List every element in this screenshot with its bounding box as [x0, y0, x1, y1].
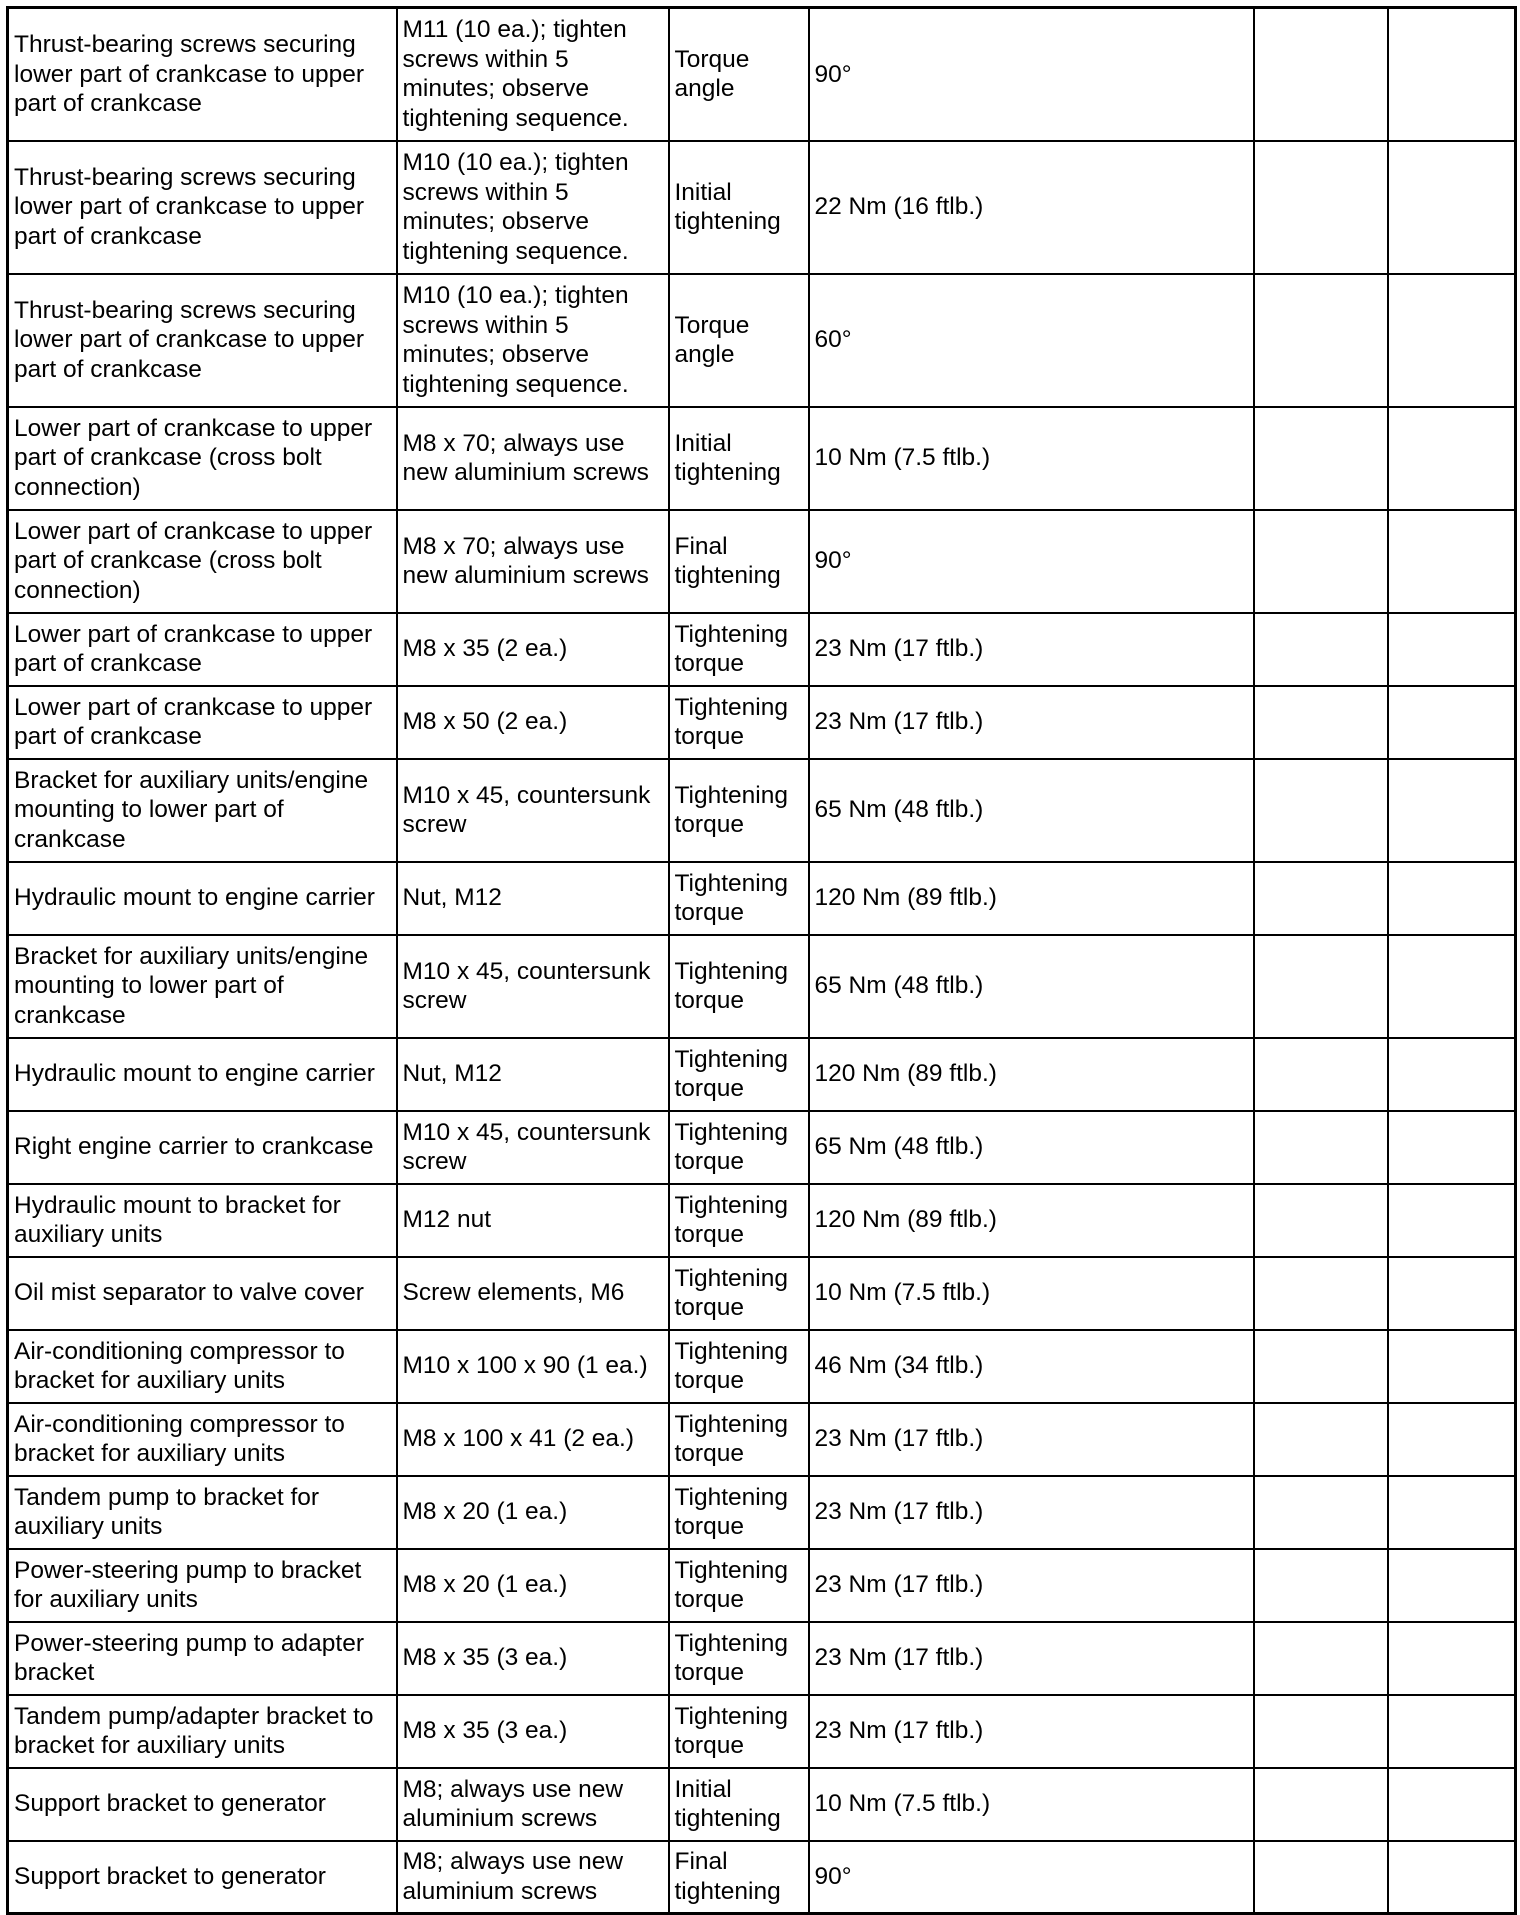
- stage-cell: Torque angle: [669, 274, 809, 407]
- specification-cell: M8; always use new aluminium screws: [397, 1841, 669, 1914]
- table-row: [8, 935, 1516, 1038]
- specification-cell: M10 x 45, countersunk screw: [397, 759, 669, 862]
- table-row: [8, 274, 1516, 407]
- empty-cell-1: [1254, 274, 1388, 407]
- table-row: [8, 862, 1516, 935]
- value-cell: 23 Nm (17 ftlb.): [809, 1403, 1254, 1476]
- stage-cell: Tightening torque: [669, 1330, 809, 1403]
- empty-cell-2: [1388, 686, 1516, 759]
- stage-cell: Tightening torque: [669, 1403, 809, 1476]
- empty-cell-1: [1254, 1257, 1388, 1330]
- empty-cell-2: [1388, 935, 1516, 1038]
- stage-cell: Final tightening: [669, 1841, 809, 1914]
- value-cell: 23 Nm (17 ftlb.): [809, 1549, 1254, 1622]
- value-cell: 23 Nm (17 ftlb.): [809, 1622, 1254, 1695]
- component-cell: Air-conditioning compressor to bracket for auxiliary units: [8, 1403, 397, 1476]
- empty-cell-2: [1388, 1622, 1516, 1695]
- component-cell: Lower part of crankcase to upper part of crankcase (cross bolt connection): [8, 510, 397, 613]
- specification-cell: Screw elements, M6: [397, 1257, 669, 1330]
- empty-cell-2: [1388, 274, 1516, 407]
- empty-cell-1: [1254, 1622, 1388, 1695]
- component-cell: Support bracket to generator: [8, 1841, 397, 1914]
- specification-cell: M10 x 45, countersunk screw: [397, 1111, 669, 1184]
- empty-cell-2: [1388, 1403, 1516, 1476]
- table-row: [8, 141, 1516, 274]
- specification-cell: M12 nut: [397, 1184, 669, 1257]
- stage-cell: Tightening torque: [669, 1695, 809, 1768]
- table-row: [8, 686, 1516, 759]
- specification-cell: M8 x 35 (3 ea.): [397, 1622, 669, 1695]
- stage-cell: Initial tightening: [669, 1768, 809, 1841]
- empty-cell-2: [1388, 1476, 1516, 1549]
- component-cell: Thrust-bearing screws securing lower part of crankcase to upper part of crankcase: [8, 274, 397, 407]
- value-cell: 90°: [809, 510, 1254, 613]
- table-row: [8, 510, 1516, 613]
- table-row: [8, 1695, 1516, 1768]
- specification-cell: M8 x 35 (2 ea.): [397, 613, 669, 686]
- specification-cell: M10 (10 ea.); tighten screws within 5 minutes; observe tightening sequence.: [397, 141, 669, 274]
- table-row: [8, 1549, 1516, 1622]
- empty-cell-2: [1388, 1841, 1516, 1914]
- component-cell: Oil mist separator to valve cover: [8, 1257, 397, 1330]
- stage-cell: Tightening torque: [669, 759, 809, 862]
- component-cell: Power-steering pump to adapter bracket: [8, 1622, 397, 1695]
- table-row: [8, 1330, 1516, 1403]
- component-cell: Hydraulic mount to engine carrier: [8, 1038, 397, 1111]
- empty-cell-2: [1388, 862, 1516, 935]
- empty-cell-1: [1254, 1476, 1388, 1549]
- stage-cell: Tightening torque: [669, 613, 809, 686]
- empty-cell-1: [1254, 759, 1388, 862]
- stage-cell: Tightening torque: [669, 1549, 809, 1622]
- value-cell: 120 Nm (89 ftlb.): [809, 862, 1254, 935]
- stage-cell: Initial tightening: [669, 407, 809, 510]
- value-cell: 65 Nm (48 ftlb.): [809, 935, 1254, 1038]
- stage-cell: Tightening torque: [669, 1622, 809, 1695]
- stage-cell: Torque angle: [669, 8, 809, 141]
- component-cell: Tandem pump/adapter bracket to bracket for auxiliary units: [8, 1695, 397, 1768]
- stage-cell: Initial tightening: [669, 141, 809, 274]
- value-cell: 65 Nm (48 ftlb.): [809, 759, 1254, 862]
- empty-cell-2: [1388, 1549, 1516, 1622]
- empty-cell-1: [1254, 1330, 1388, 1403]
- empty-cell-1: [1254, 935, 1388, 1038]
- empty-cell-1: [1254, 1111, 1388, 1184]
- component-cell: Lower part of crankcase to upper part of crankcase: [8, 686, 397, 759]
- stage-cell: Tightening torque: [669, 1184, 809, 1257]
- empty-cell-1: [1254, 862, 1388, 935]
- component-cell: Support bracket to generator: [8, 1768, 397, 1841]
- empty-cell-1: [1254, 1841, 1388, 1914]
- component-cell: Thrust-bearing screws securing lower part of crankcase to upper part of crankcase: [8, 8, 397, 141]
- value-cell: 60°: [809, 274, 1254, 407]
- value-cell: 90°: [809, 1841, 1254, 1914]
- value-cell: 46 Nm (34 ftlb.): [809, 1330, 1254, 1403]
- specification-cell: Nut, M12: [397, 1038, 669, 1111]
- torque-specification-table: [6, 6, 1517, 1915]
- table-row: [8, 1111, 1516, 1184]
- component-cell: Hydraulic mount to engine carrier: [8, 862, 397, 935]
- component-cell: Tandem pump to bracket for auxiliary units: [8, 1476, 397, 1549]
- empty-cell-1: [1254, 1184, 1388, 1257]
- empty-cell-1: [1254, 686, 1388, 759]
- empty-cell-1: [1254, 1768, 1388, 1841]
- table-row: [8, 8, 1516, 141]
- stage-cell: Tightening torque: [669, 935, 809, 1038]
- table-row: [8, 1476, 1516, 1549]
- specification-cell: M10 x 45, countersunk screw: [397, 935, 669, 1038]
- specification-cell: M11 (10 ea.); tighten screws within 5 minutes; observe tightening sequence.: [397, 8, 669, 141]
- specification-cell: M8 x 70; always use new aluminium screws: [397, 510, 669, 613]
- specification-cell: M10 x 100 x 90 (1 ea.): [397, 1330, 669, 1403]
- stage-cell: Tightening torque: [669, 862, 809, 935]
- specification-cell: M8 x 100 x 41 (2 ea.): [397, 1403, 669, 1476]
- table-row: [8, 1841, 1516, 1914]
- table-row: [8, 759, 1516, 862]
- stage-cell: Tightening torque: [669, 1257, 809, 1330]
- empty-cell-2: [1388, 8, 1516, 141]
- specification-cell: M8 x 20 (1 ea.): [397, 1549, 669, 1622]
- empty-cell-1: [1254, 1403, 1388, 1476]
- empty-cell-2: [1388, 1111, 1516, 1184]
- component-cell: Bracket for auxiliary units/engine mounting to lower part of crankcase: [8, 759, 397, 862]
- component-cell: Bracket for auxiliary units/engine mounting to lower part of crankcase: [8, 935, 397, 1038]
- stage-cell: Tightening torque: [669, 1476, 809, 1549]
- value-cell: 10 Nm (7.5 ftlb.): [809, 1768, 1254, 1841]
- value-cell: 10 Nm (7.5 ftlb.): [809, 1257, 1254, 1330]
- value-cell: 23 Nm (17 ftlb.): [809, 613, 1254, 686]
- value-cell: 23 Nm (17 ftlb.): [809, 1476, 1254, 1549]
- component-cell: Lower part of crankcase to upper part of crankcase: [8, 613, 397, 686]
- specification-cell: M8 x 70; always use new aluminium screws: [397, 407, 669, 510]
- specification-cell: M10 (10 ea.); tighten screws within 5 minutes; observe tightening sequence.: [397, 274, 669, 407]
- table-row: [8, 1768, 1516, 1841]
- component-cell: Lower part of crankcase to upper part of crankcase (cross bolt connection): [8, 407, 397, 510]
- value-cell: 22 Nm (16 ftlb.): [809, 141, 1254, 274]
- empty-cell-1: [1254, 613, 1388, 686]
- table-row: [8, 1038, 1516, 1111]
- table-row: [8, 1184, 1516, 1257]
- empty-cell-1: [1254, 510, 1388, 613]
- value-cell: 120 Nm (89 ftlb.): [809, 1038, 1254, 1111]
- empty-cell-2: [1388, 407, 1516, 510]
- table-row: [8, 1403, 1516, 1476]
- empty-cell-2: [1388, 1038, 1516, 1111]
- component-cell: Thrust-bearing screws securing lower part of crankcase to upper part of crankcase: [8, 141, 397, 274]
- stage-cell: Final tightening: [669, 510, 809, 613]
- empty-cell-1: [1254, 1695, 1388, 1768]
- empty-cell-1: [1254, 141, 1388, 274]
- value-cell: 120 Nm (89 ftlb.): [809, 1184, 1254, 1257]
- empty-cell-1: [1254, 8, 1388, 141]
- empty-cell-2: [1388, 1184, 1516, 1257]
- empty-cell-2: [1388, 1695, 1516, 1768]
- empty-cell-2: [1388, 1257, 1516, 1330]
- specification-cell: M8 x 20 (1 ea.): [397, 1476, 669, 1549]
- empty-cell-2: [1388, 510, 1516, 613]
- table-body: [8, 8, 1516, 1914]
- component-cell: Hydraulic mount to bracket for auxiliary units: [8, 1184, 397, 1257]
- specification-cell: M8; always use new aluminium screws: [397, 1768, 669, 1841]
- table-row: [8, 613, 1516, 686]
- empty-cell-2: [1388, 141, 1516, 274]
- component-cell: Air-conditioning compressor to bracket for auxiliary units: [8, 1330, 397, 1403]
- empty-cell-1: [1254, 1038, 1388, 1111]
- specification-cell: Nut, M12: [397, 862, 669, 935]
- table-row: [8, 1257, 1516, 1330]
- stage-cell: Tightening torque: [669, 1038, 809, 1111]
- value-cell: 90°: [809, 8, 1254, 141]
- stage-cell: Tightening torque: [669, 1111, 809, 1184]
- table-row: [8, 1622, 1516, 1695]
- value-cell: 10 Nm (7.5 ftlb.): [809, 407, 1254, 510]
- empty-cell-1: [1254, 1549, 1388, 1622]
- specification-cell: M8 x 50 (2 ea.): [397, 686, 669, 759]
- table-row: [8, 407, 1516, 510]
- empty-cell-2: [1388, 613, 1516, 686]
- stage-cell: Tightening torque: [669, 686, 809, 759]
- empty-cell-1: [1254, 407, 1388, 510]
- value-cell: 23 Nm (17 ftlb.): [809, 1695, 1254, 1768]
- value-cell: 65 Nm (48 ftlb.): [809, 1111, 1254, 1184]
- empty-cell-2: [1388, 1330, 1516, 1403]
- empty-cell-2: [1388, 759, 1516, 862]
- component-cell: Power-steering pump to bracket for auxiliary units: [8, 1549, 397, 1622]
- component-cell: Right engine carrier to crankcase: [8, 1111, 397, 1184]
- empty-cell-2: [1388, 1768, 1516, 1841]
- value-cell: 23 Nm (17 ftlb.): [809, 686, 1254, 759]
- specification-cell: M8 x 35 (3 ea.): [397, 1695, 669, 1768]
